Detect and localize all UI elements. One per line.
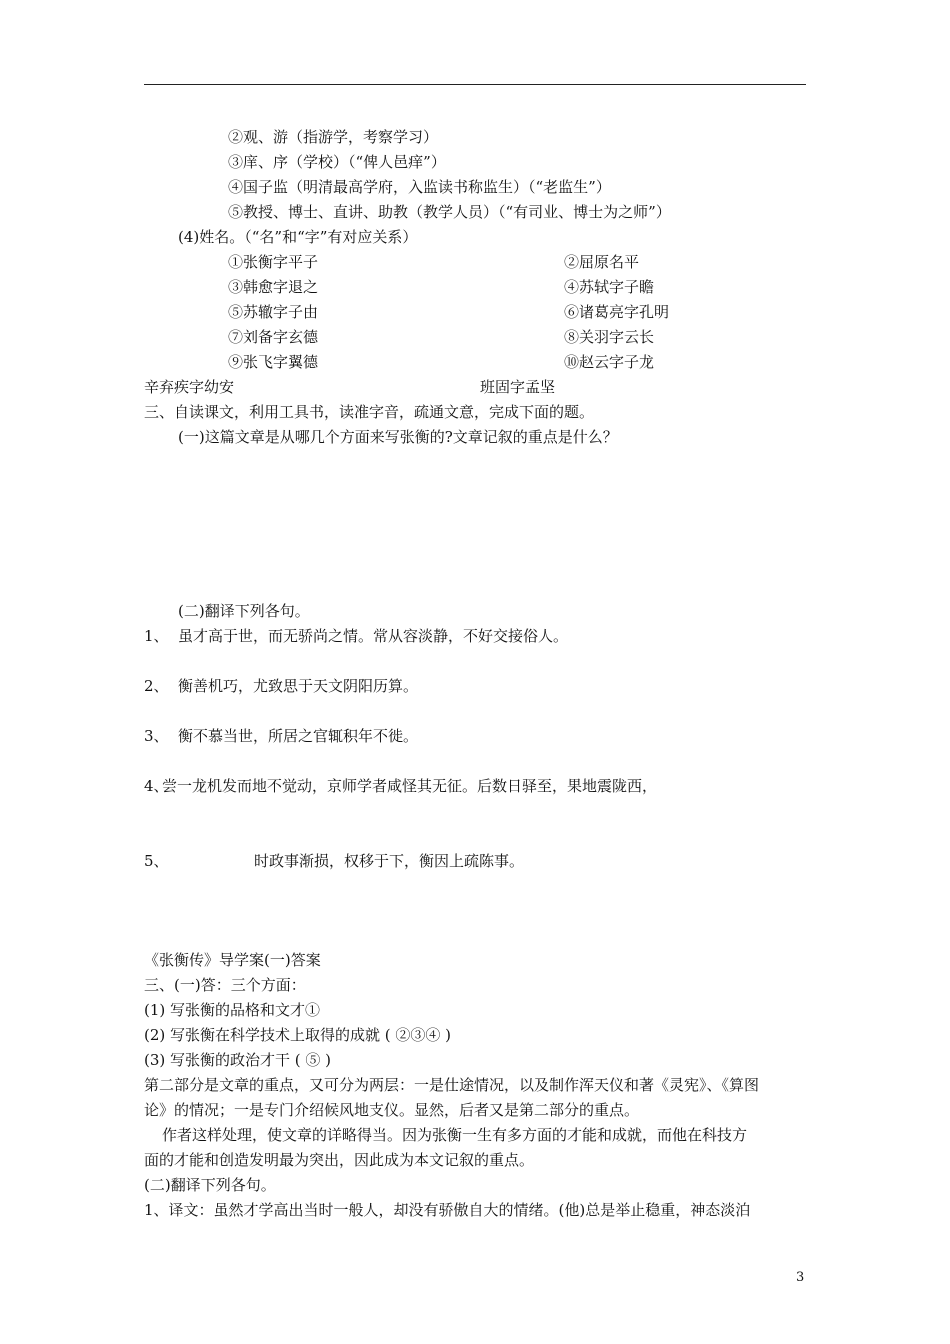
sentence-number: 2、 [144,677,169,695]
answer-point: (3) 写张衡的政治才干 ( ⑤ ) [144,1051,332,1069]
answer-point: (1) 写张衡的品格和文才① [144,1001,321,1019]
name-item: ③韩愈字退之 [228,278,319,296]
name-item: ⑩赵云字子龙 [564,353,655,371]
school-item: ⑤教授、博士、直讲、助教（教学人员）（“有司业、博士为之师”） [228,203,671,221]
sentence-number: 4、 [144,777,169,795]
name-item: ①张衡字平子 [228,253,319,271]
section-title-names: (4)姓名。（“名”和“字”有对应关系） [178,228,418,246]
answer-title: 《张衡传》导学案(一)答案 [144,951,321,969]
school-item: ④国子监（明清最高学府，入监读书称监生）（“老监生”） [228,178,611,196]
name-item: 班固字孟坚 [480,378,556,396]
name-item: ⑨张飞字翼德 [228,353,319,371]
sentence-number: 3、 [144,727,169,745]
sentence-text: 虽才高于世，而无骄尚之情。常从容淡静，不好交接俗人。 [178,627,569,645]
sentence-text: 尝一龙机发而地不觉动，京师学者咸怪其无征。后数日驿至，果地震陇西， [162,777,658,795]
name-item: ④苏轼字子瞻 [564,278,655,296]
answer-paragraph: 第二部分是文章的重点，又可分为两层：一是仕途情况，以及制作浑天仪和著《灵宪》、《算图 [144,1076,760,1094]
school-item: ③庠、序（学校）（“俾人邑痒”） [228,153,446,171]
name-item: ⑧关羽字云长 [564,328,655,346]
name-item: ⑦刘备字玄德 [228,328,319,346]
answer-translation: 1、译文：虽然才学高出当时一般人，却没有骄傲自大的情绪。(他)总是举止稳重，神态淡泊 [144,1201,751,1219]
answer-paragraph: 作者这样处理，使文章的详略得当。因为张衡一生有多方面的才能和成就，而他在科技方 [162,1126,748,1144]
answer-point: (2) 写张衡在科学技术上取得的成就 ( ②③④ ) [144,1026,452,1044]
sentence-number: 5、 [144,852,169,870]
answer-1-heading: 三、(一)答：三个方面： [144,976,306,994]
sentence-text: 时政事渐损，权移于下，衡因上疏陈事。 [254,852,525,870]
sentence-text: 衡不慕当世，所居之官辄积年不徙。 [178,727,419,745]
sentence-number: 1、 [144,627,169,645]
school-item: ②观、游（指游学，考察学习） [228,128,439,146]
answer-2-heading: (二)翻译下列各句。 [144,1176,276,1194]
answer-paragraph: 论》的情况；一是专门介绍候风地支仪。显然，后者又是第二部分的重点。 [144,1101,640,1119]
name-item: 辛弃疾字幼安 [144,378,235,396]
header-rule [144,84,806,85]
question-1: (一)这篇文章是从哪几个方面来写张衡的?文章记叙的重点是什么？ [178,428,618,446]
question-2: (二)翻译下列各句。 [178,602,310,620]
name-item: ⑤苏辙字子由 [228,303,319,321]
page-number: 3 [796,1270,805,1285]
answer-paragraph: 面的才能和创造发明最为突出，因此成为本文记叙的重点。 [144,1151,535,1169]
name-item: ②屈原名平 [564,253,640,271]
section-heading: 三、自读课文，利用工具书，读准字音，疏通文意，完成下面的题。 [144,403,595,421]
name-item: ⑥诸葛亮字孔明 [564,303,670,321]
sentence-text: 衡善机巧，尤致思于天文阴阳历算。 [178,677,419,695]
